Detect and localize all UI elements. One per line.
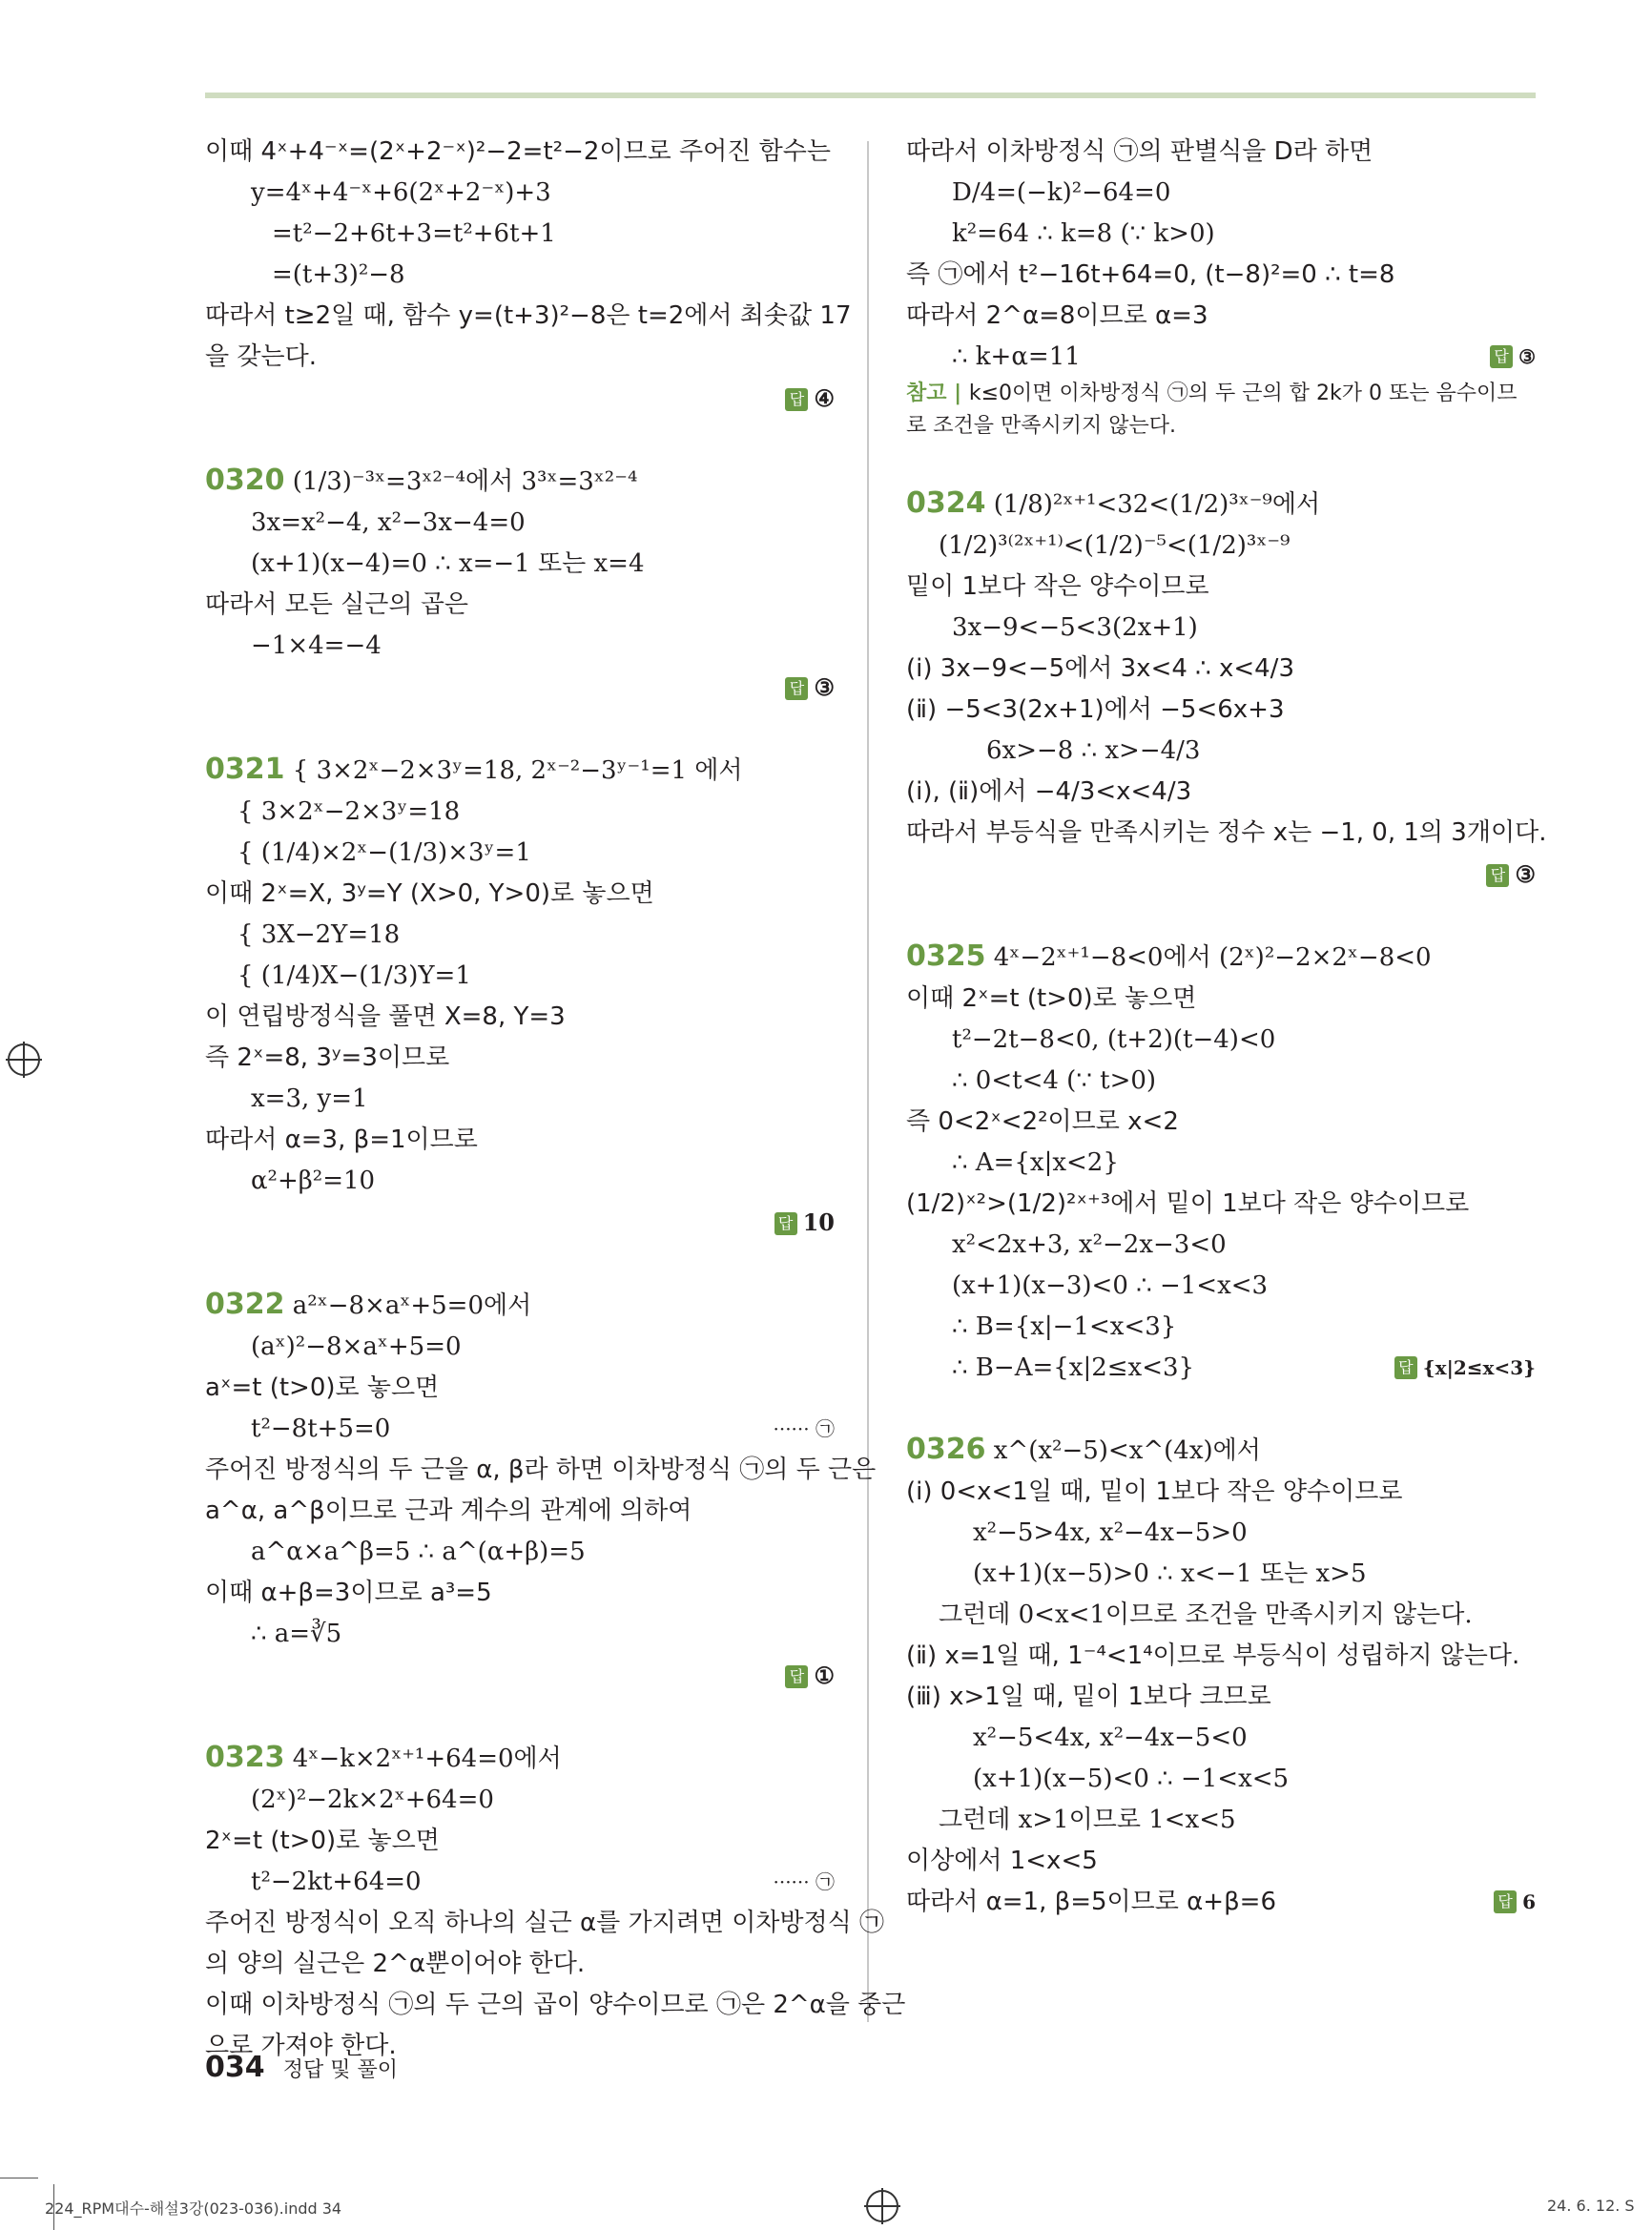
solution-text: t²−8t+5=0 [251,1414,391,1443]
solution-line [205,1161,835,1202]
solution-line [205,296,852,337]
header-rule [205,93,1536,98]
solution-text: 즉 0<2ˣ<2²이므로 x<2 [906,1107,1179,1136]
solution-text: 즉 2ˣ=8, 3ʸ=3이므로 [205,1043,450,1072]
solution-line [906,1841,1536,1882]
solution-text: x²<2x+3, x²−2x−3<0 [952,1230,1227,1259]
solution-line [205,1327,835,1368]
solution-text: =(t+3)²−8 [272,260,405,289]
solution-text: 이상에서 1<x<5 [906,1847,1098,1875]
problem-number: 0323 [205,1741,285,1774]
equation-tag: ······ ㉠ [773,1417,835,1440]
solution-text: (x+1)(x−3)<0 ∴ −1<x<3 [952,1271,1269,1300]
solution-text: a^α, a^β이므로 근과 계수의 관계에 의하여 [205,1497,692,1525]
problem-heading [205,460,835,503]
solution-text: (ⅱ) −5<3(2x+1)에서 −5<6x+3 [906,695,1285,724]
solution-line [205,255,835,296]
solution-text: =t²−2+6t+3=t²+6t+1 [272,219,556,248]
solution-text: 이때 α+β=3이므로 a³=5 [205,1579,492,1607]
solution-text: (x+1)(x−4)=0 ∴ x=−1 또는 x=4 [251,549,645,578]
solution-text: 으로 가져야 한다. [205,2032,397,2060]
answer-line [906,854,1536,896]
solution-text: a^α×a^β=5 ∴ a^(α+β)=5 [251,1538,586,1566]
right-column [906,132,1547,1923]
solution-line [906,567,1536,608]
problem-number: 0326 [906,1433,986,1466]
problem-statement: (1/3)⁻³ˣ=3ˣ²⁻⁴에서 3³ˣ=3ˣ²⁻⁴ [284,467,638,496]
solution-text: y=4ˣ+4⁻ˣ+6(2ˣ+2⁻ˣ)+3 [251,178,551,207]
solution-text: 3x=x²−4, x²−3x−4=0 [251,508,526,537]
answer-badge-icon: 답 [774,1212,797,1235]
solution-line [906,1554,1536,1595]
solution-line [205,1780,835,1821]
solution-line [906,1225,1536,1266]
answer-line [1490,337,1536,378]
solution-text: 이때 2ˣ=t (t>0)로 놓으면 [906,984,1197,1013]
solution-line [205,1491,835,1532]
solution-text: 따라서 부등식을 만족시키는 정수 x는 −1, 0, 1의 3개이다. [906,818,1547,847]
solution-text: 즉 ㉠에서 t²−16t+64=0, (t−8)²=0 ∴ t=8 [906,260,1395,289]
solution-text: ∴ B={x|−1<x<3} [952,1312,1177,1341]
solution-line [906,132,1536,173]
answer-badge-icon: 답 [785,677,808,700]
problem-statement: a²ˣ−8×aˣ+5=0에서 [284,1291,532,1320]
solution-line [205,915,835,956]
solution-line [205,132,835,173]
solution-text: { 3×2ˣ−2×3ʸ=18 [237,797,461,826]
solution-text: t²−2kt+64=0 [251,1868,422,1896]
solution-line [906,608,1536,649]
solution-line [205,1120,835,1161]
solution-line [906,1513,1536,1554]
solution-line [906,1759,1536,1800]
solution-text: 따라서 α=3, β=1이므로 [205,1125,478,1154]
solution-text: 밑이 1보다 작은 양수이므로 [906,572,1209,601]
solution-line [205,173,835,214]
problem-statement: x^(x²−5)<x^(4x)에서 [985,1436,1261,1465]
answer-line [205,1655,835,1697]
answer-value: ③ [1515,860,1536,888]
solution-line [205,503,835,544]
problem-statement: { 3×2ˣ−2×3ʸ=18, 2ˣ⁻²−3ʸ⁻¹=1 에서 [284,756,743,785]
solution-text: (aˣ)²−8×aˣ+5=0 [251,1332,462,1361]
solution-line [906,255,1536,296]
solution-text: 그런데 x>1이므로 1<x<5 [939,1806,1236,1834]
equation-tag: ······ ㉠ [773,1870,835,1893]
solution-text: (ⅰ) 0<x<1일 때, 밑이 1보다 작은 양수이므로 [906,1477,1403,1506]
solution-text: (ⅰ) 3x−9<−5에서 3x<4 ∴ x<4/3 [906,654,1294,683]
problem-statement: 4ˣ−k×2ˣ⁺¹+64=0에서 [284,1745,562,1773]
solution-line [906,1718,1536,1759]
solution-line [906,1595,1536,1636]
solution-line [205,1409,835,1450]
solution-text: (ⅰ), (ⅱ)에서 −4/3<x<4/3 [906,777,1192,806]
solution-text: 의 양의 실근은 2^α뿐이어야 한다. [205,1950,586,1978]
solution-text: 6x>−8 ∴ x>−4/3 [986,736,1201,765]
solution-text: ∴ 0<t<4 (∵ t>0) [952,1066,1157,1095]
problem-heading [906,483,1536,526]
solution-text: ∴ a=∛5 [251,1620,342,1648]
solution-line [906,1677,1536,1718]
solution-text: ∴ B−A={x|2≤x<3} [952,1353,1195,1382]
solution-line [205,956,835,997]
solution-line [906,1307,1536,1348]
solution-text: 따라서 2^α=8이므로 α=3 [906,301,1208,330]
answer-badge-icon: 답 [785,388,808,411]
solution-line [205,214,835,255]
solution-text: (ⅲ) x>1일 때, 밑이 1보다 크므로 [906,1683,1271,1711]
answer-badge-icon: 답 [1486,864,1509,887]
note-label: 참고 | [906,382,969,405]
solution-text: 그런데 0<x<1이므로 조건을 만족시키지 않는다. [939,1600,1473,1629]
solution-line [205,337,835,378]
registration-mark-icon [8,1043,40,1076]
problem-statement: (1/8)²ˣ⁺¹<32<(1/2)³ˣ⁻⁹에서 [985,490,1321,519]
answer-value: ① [814,1662,835,1689]
solution-line [906,1143,1536,1184]
solution-line [205,833,835,874]
answer-value: ③ [814,673,835,701]
solution-text: 주어진 방정식이 오직 하나의 실근 α를 가지려면 이차방정식 ㉠ [205,1909,885,1937]
solution-line [205,1944,835,1985]
solution-line [205,997,835,1038]
page-title: 정답 및 풀이 [282,2058,398,2082]
problem-heading [205,749,835,792]
solution-line [906,813,1547,854]
solution-text: (1/2)³⁽²ˣ⁺¹⁾<(1/2)⁻⁵<(1/2)³ˣ⁻⁹ [939,531,1291,560]
left-column [205,132,906,2067]
solution-text: (2ˣ)²−2k×2ˣ+64=0 [251,1786,494,1814]
answer-line [205,667,835,709]
solution-line [205,1862,835,1903]
solution-line [906,173,1536,214]
solution-text: 주어진 방정식의 두 근을 α, β라 하면 이차방정식 ㉠의 두 근은 [205,1456,877,1484]
answer-value: {x|2≤x<3} [1422,1356,1536,1379]
page-footer [205,2051,398,2084]
solution-line [205,1368,835,1409]
solution-text: ∴ A={x|x<2} [952,1148,1119,1177]
answer-value: 6 [1522,1890,1536,1913]
print-slug-date: 24. 6. 12. S [1547,2197,1635,2215]
answer-badge-icon: 답 [1394,1356,1417,1379]
page-number: 034 [205,2051,265,2084]
solution-text: 따라서 α=1, β=5이므로 α+β=6 [906,1888,1276,1916]
problem-heading [205,1284,835,1327]
solution-line [205,792,835,833]
solution-line [205,1038,835,1079]
solution-line [205,544,835,585]
solution-line [906,731,1536,772]
solution-line [205,626,835,667]
solution-text: (1/2)ˣ²>(1/2)²ˣ⁺³에서 밑이 1보다 작은 양수이므로 [906,1189,1470,1218]
solution-line [906,1266,1536,1307]
solution-text: ∴ k+α=11 [952,342,1081,371]
solution-line [906,979,1536,1020]
registration-mark-icon [866,2190,898,2222]
solution-line [205,1079,835,1120]
problem-heading [906,1429,1536,1472]
answer-value: 10 [802,1208,835,1236]
solution-line [906,1020,1536,1061]
solution-line [906,214,1536,255]
print-slug-filename: 224_RPM대수-해설3강(023-036).indd 34 [45,2199,342,2218]
solution-text: x²−5<4x, x²−4x−5<0 [973,1724,1248,1752]
solution-text: { (1/4)X−(1/3)Y=1 [237,961,471,990]
solution-line [906,1102,1536,1143]
answer-line [1494,1882,1536,1923]
solution-line [205,1573,835,1614]
solution-line [906,649,1536,690]
problem-heading [906,936,1536,979]
note-block [906,378,1536,443]
problem-number: 0325 [906,939,986,973]
solution-line [906,1472,1536,1513]
solution-line [205,1821,835,1862]
solution-text: D/4=(−k)²−64=0 [952,178,1171,207]
solution-text: { (1/4)×2ˣ−(1/3)×3ʸ=1 [237,838,531,867]
solution-text: x=3, y=1 [251,1084,368,1113]
solution-text: 이 연립방정식을 풀면 X=8, Y=3 [205,1002,566,1031]
solution-text: α²+β²=10 [251,1167,376,1195]
answer-value: ③ [1518,345,1536,368]
problem-number: 0321 [205,753,285,786]
solution-line [906,1184,1536,1225]
solution-text: t²−2t−8<0, (t+2)(t−4)<0 [952,1025,1276,1054]
solution-text: −1×4=−4 [251,631,382,660]
solution-text: { 3X−2Y=18 [237,920,401,949]
solution-line [906,1348,1536,1389]
problem-heading [205,1737,835,1780]
solution-line [205,1985,906,2026]
answer-badge-icon: 답 [1490,345,1513,368]
solution-text: 따라서 모든 실근의 곱은 [205,590,468,619]
answer-value: ④ [814,384,835,412]
solution-line [205,1532,835,1573]
problem-number: 0324 [906,486,986,520]
solution-text: (ⅱ) x=1일 때, 1⁻⁴<1⁴이므로 부등식이 성립하지 않는다. [906,1642,1520,1670]
answer-line [205,1202,835,1244]
solution-line [906,772,1536,813]
solution-text: 이때 4ˣ+4⁻ˣ=(2ˣ+2⁻ˣ)²−2=t²−2이므로 주어진 함수는 [205,137,831,166]
solution-text: 이때 2ˣ=X, 3ʸ=Y (X>0, Y>0)로 놓으면 [205,879,654,908]
solution-line [906,296,1536,337]
solution-line [906,1061,1536,1102]
solution-text: 이때 이차방정식 ㉠의 두 근의 곱이 양수이므로 ㉠은 2^α을 중근 [205,1991,906,2019]
answer-badge-icon: 답 [785,1665,808,1688]
solution-text: 따라서 t≥2일 때, 함수 y=(t+3)²−8은 t=2에서 최솟값 17 [205,301,852,330]
solution-text: x²−5>4x, x²−4x−5>0 [973,1518,1248,1547]
solution-line [205,874,835,915]
answer-badge-icon: 답 [1494,1890,1517,1913]
solution-line [906,690,1536,731]
solution-line [205,1903,885,1944]
problem-number: 0320 [205,464,285,497]
problem-number: 0322 [205,1288,285,1321]
column-divider [867,141,869,2022]
solution-text: 3x−9<−5<3(2x+1) [952,613,1198,642]
solution-line [906,526,1536,567]
note-text: k≤0이면 이차방정식 ㉠의 두 근의 합 2k가 0 또는 음수이므로 조건을 만족시키지 않는다. [906,382,1518,438]
solution-line [906,1882,1536,1923]
solution-text: aˣ=t (t>0)로 놓으면 [205,1373,440,1402]
solution-line [205,585,835,626]
solution-text: (x+1)(x−5)<0 ∴ −1<x<5 [973,1765,1290,1793]
solution-text: 을 갖는다. [205,342,317,371]
solution-text: 2ˣ=t (t>0)로 놓으면 [205,1827,440,1855]
solution-line [205,1614,835,1655]
solution-line [906,337,1536,378]
solution-line [906,1800,1536,1841]
solution-text: k²=64 ∴ k=8 (∵ k>0) [952,219,1215,248]
answer-line [205,378,835,420]
solution-text: 따라서 이차방정식 ㉠의 판별식을 D라 하면 [906,137,1373,166]
answer-line [1394,1348,1536,1389]
solution-line [906,1636,1536,1677]
solution-line [205,1450,877,1491]
solution-text: (x+1)(x−5)>0 ∴ x<−1 또는 x>5 [973,1559,1367,1588]
problem-statement: 4ˣ−2ˣ⁺¹−8<0에서 (2ˣ)²−2×2ˣ−8<0 [985,943,1432,972]
